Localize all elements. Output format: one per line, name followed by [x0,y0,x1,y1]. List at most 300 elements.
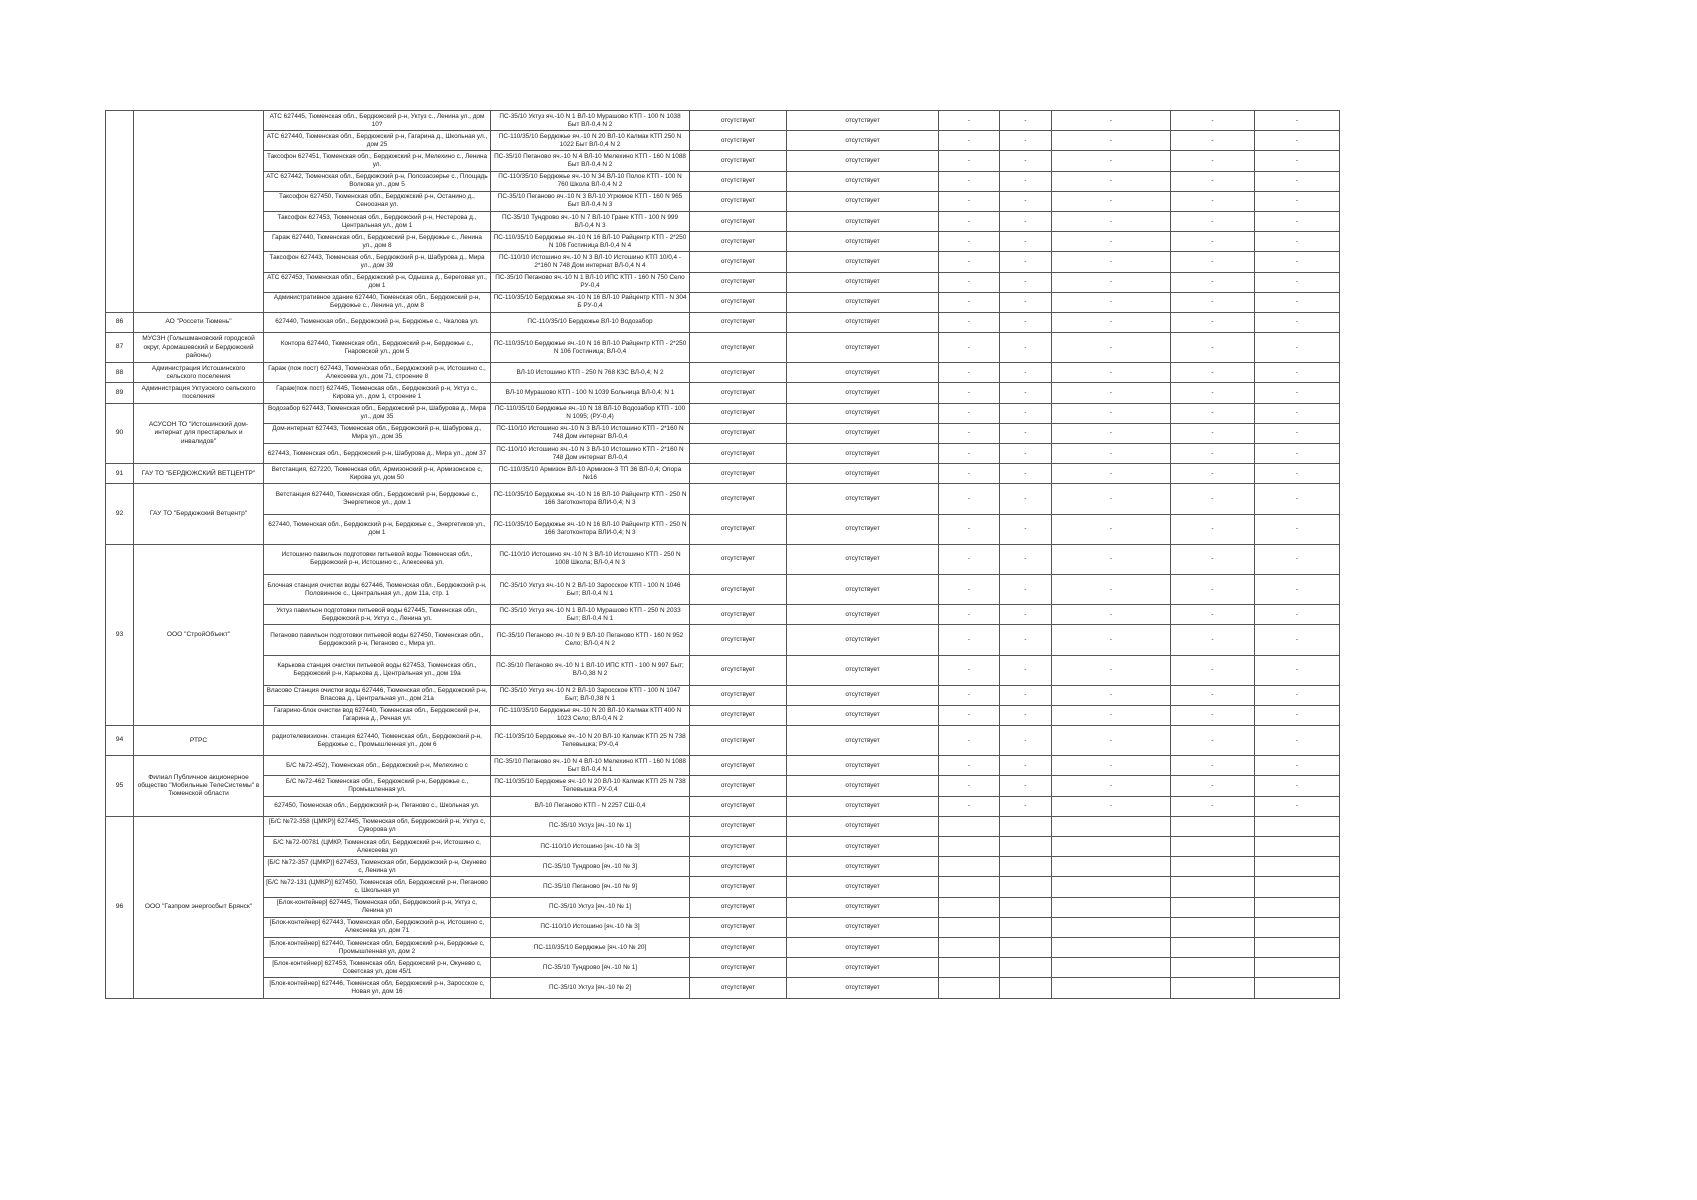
dash-cell: - [1000,776,1052,796]
status-cell: отсутствует [787,544,939,574]
dash-cell: - [1255,252,1340,272]
status-cell: отсутствует [787,292,939,312]
dash-cell: - [939,252,1000,272]
status-cell: отсутствует [787,363,939,383]
power-line-cell: ПС-35/10 Уктуз яч.-10 N 1 ВЛ-10 Мурашово КТП - 100 N 1038 Быт ВЛ-0,4 N 2 [491,111,690,131]
power-line-cell: ПС-35/10 Пеганово яч.-10 N 9 ВЛ-10 Пеганово КТП - 160 N 952 Село; ВЛ-0,4 N 2 [491,625,690,655]
address-cell: [Блок-контейнер] 627440, Тюменская обл, Бердюжский р-н, Бердюжье с, Промышленная ул, дом 2 [264,937,491,957]
dash-cell [1052,958,1171,978]
dash-cell: - [939,605,1000,625]
status-cell: отсутствует [690,383,787,403]
dash-cell: - [1052,151,1171,171]
dash-cell [939,877,1000,897]
dash-cell: - [1052,252,1171,272]
status-cell: отсутствует [787,776,939,796]
status-cell: отсутствует [787,252,939,272]
address-cell: Таксофон 627450, Тюменская обл., Бердюжский р-н, Останино д., Сеноозная ул. [264,191,491,211]
address-cell: АТС 627442, Тюменская обл., Бердюжский р-н, Полозаозерье с., Площадь Волкова ул., дом 5 [264,171,491,191]
dash-cell: - [1052,272,1171,292]
power-line-cell: ПС-110/10 Истошино [яч.-10 № 3] [491,837,690,857]
table-row [106,484,1340,514]
dash-cell: - [939,383,1000,403]
dash-cell [1171,877,1255,897]
table-row [106,726,1340,756]
power-line-cell: ПС-35/10 Уктуз яч.-10 N 1 ВЛ-10 Мурашово КТП - 250 N 2033 Быт; ВЛ-0,4 N 1 [491,605,690,625]
dash-cell: - [1255,131,1340,151]
dash-cell [1000,978,1052,998]
dash-cell: - [1171,383,1255,403]
address-cell: Ветстанция 627440, Тюменская обл., Бердюжский р-н, Бердюжье с., Энергетиков ул., дом 1 [264,484,491,514]
power-line-cell: ПС-110/35/10 Бердюжье яч.-10 N 20 ВЛ-10 Калмак КТП 25 N 738 Телевышка; РУ-0,4 [491,726,690,756]
power-line-cell: ПС-35/10 Пеганово яч.-10 N 1 ВЛ-10 ИПС КТП - 160 N 750 Село РУ-0,4 [491,272,690,292]
dash-cell: - [1171,705,1255,725]
address-cell: [Блок-контейнер] 627446, Тюменская обл, Бердюжский р-н, Заросское с, Новая ул, дом 16 [264,978,491,998]
power-line-cell: ПС-35/10 Тундрово [яч.-10 № 3] [491,857,690,877]
table-row [106,403,1340,423]
dash-cell: - [1052,423,1171,443]
dash-cell: - [1052,726,1171,756]
dash-cell: - [1000,403,1052,423]
status-cell: отсутствует [787,211,939,231]
status-cell: отсутствует [787,444,939,464]
table-row [106,131,1340,151]
dash-cell: - [939,211,1000,231]
table-row [106,655,1340,685]
address-cell: АТС 627445, Тюменская обл., Бердюжский р-н, Уктуз с., Ленина ул., дом 10? [264,111,491,131]
status-cell: отсутствует [690,756,787,776]
status-cell: отсутствует [787,897,939,917]
status-cell: отсутствует [690,726,787,756]
organization-cell: ГАУ ТО "БЕРДЮЖСКИЙ ВЕТЦЕНТР" [134,464,264,484]
status-cell: отсутствует [787,272,939,292]
dash-cell: - [1052,776,1171,796]
status-cell: отсутствует [690,514,787,544]
organization-cell: АСУСОН ТО "Истошинский дом-интернат для престарелых и инвалидов" [134,403,264,464]
row-number-cell: 87 [106,333,134,363]
table-row [106,312,1340,332]
power-line-cell: ПС-35/10 Пеганово [яч.-10 № 9] [491,877,690,897]
dash-cell: - [939,544,1000,574]
dash-cell: - [1255,363,1340,383]
dash-cell: - [1255,272,1340,292]
power-line-cell: ПС-110/35/10 Бердюжье [яч.-10 № 20] [491,937,690,957]
status-cell: отсутствует [690,111,787,131]
dash-cell: - [1052,464,1171,484]
dash-cell: - [1000,211,1052,231]
dash-cell: - [1171,111,1255,131]
dash-cell: - [1255,514,1340,544]
dash-cell [1052,937,1171,957]
dash-cell: - [1052,403,1171,423]
status-cell: отсутствует [787,726,939,756]
dash-cell [1171,857,1255,877]
dash-cell: - [1171,171,1255,191]
power-line-cell: ВЛ-10 Истошино КТП - 250 N 768 КЗС ВЛ-0,4; N 2 [491,363,690,383]
status-cell: отсутствует [690,937,787,957]
dash-cell: - [1052,232,1171,252]
dash-cell [939,897,1000,917]
power-line-cell: ПС-110/10 Истошино яч.-10 N 3 ВЛ-10 Истошино КТП - 250 N 1008 Школа; ВЛ-0,4 N 3 [491,544,690,574]
status-cell: отсутствует [690,776,787,796]
status-cell: отсутствует [690,574,787,604]
dash-cell: - [939,232,1000,252]
dash-cell: - [1000,312,1052,332]
address-cell: Гараж(пож пост) 627445, Тюменская обл., Бердюжский р-н, Уктуз с., Кирова ул., дом 1, строение 1 [264,383,491,403]
status-cell: отсутствует [690,363,787,383]
power-line-cell: ПС-35/10 Уктуз яч.-10 N 2 ВЛ-10 Заросское КТП - 100 N 1047 Быт; ВЛ-0,38 N 1 [491,685,690,705]
row-number-cell: 94 [106,726,134,756]
dash-cell: - [1171,252,1255,272]
address-cell: [Б/С №72-131 (ЦМКР)] 627450, Тюменская обл, Бердюжский р-н, Пеганово с, Школьная ул [264,877,491,897]
dash-cell: - [1052,796,1171,816]
dash-cell: - [1052,605,1171,625]
organization-cell: АО "Россети Тюмень" [134,312,264,332]
table-row [106,292,1340,312]
row-number-cell: 92 [106,484,134,544]
status-cell: отсутствует [787,333,939,363]
power-line-cell: ПС-110/35/10 Бердюжье яч.-10 N 20 ВЛ-10 Калмак КТП 25 N 738 Телевышка РУ-0,4 [491,776,690,796]
status-cell: отсутствует [690,857,787,877]
table-row [106,837,1340,857]
power-line-cell: ПС-35/10 Тундрово [яч.-10 № 1] [491,958,690,978]
table-row [106,383,1340,403]
status-cell: отсутствует [787,312,939,332]
status-cell: отсутствует [690,232,787,252]
dash-cell: - [1171,484,1255,514]
dash-cell: - [1171,333,1255,363]
dash-cell: - [1255,544,1340,574]
address-cell: Ветстанция, 627220, Тюменская обл, Армизонский р-н, Армизонское с, Кирова ул, дом 50 [264,464,491,484]
table-row [106,444,1340,464]
status-cell: отсутствует [787,625,939,655]
status-cell: отсутствует [690,625,787,655]
dash-cell: - [939,292,1000,312]
dash-cell: - [1052,363,1171,383]
dash-cell [1255,978,1340,998]
dash-cell: - [1052,312,1171,332]
dash-cell [1171,958,1255,978]
dash-cell: - [1052,171,1171,191]
dash-cell: - [1052,574,1171,604]
address-cell: Истошино павильон подготовки питьевой воды Тюменская обл., Бердюжский р-н, Истошино с., Алексеева ул. [264,544,491,574]
dash-cell: - [939,514,1000,544]
status-cell: отсутствует [690,272,787,292]
address-cell: Б/С №72-00781 (ЦМКР, Тюменская обл, Бердюжский р-н, Истошино с, Алексеева ул [264,837,491,857]
address-cell: [Б/С №72-358 (ЦМКР)] 627445, Тюменская обл, Бердюжский р-н, Уктуз с, Суворова ул [264,816,491,836]
row-number-cell [106,111,134,313]
address-cell: Таксофон 627453, Тюменская обл., Бердюжский р-н, Нестерова д., Центральная ул., дом 1 [264,211,491,231]
status-cell: отсутствует [690,191,787,211]
dash-cell [1255,937,1340,957]
dash-cell: - [939,756,1000,776]
dash-cell: - [939,312,1000,332]
dash-cell: - [1052,705,1171,725]
address-cell: 627440, Тюменская обл., Бердюжский р-н, Бердюжье с., Энергетиков ул., дом 1 [264,514,491,544]
status-cell: отсутствует [787,111,939,131]
address-cell: АТС 627440, Тюменская обл., Бердюжский р-н, Гагарина д., Школьная ул., дом 25 [264,131,491,151]
dash-cell: - [1000,685,1052,705]
dash-cell [1255,877,1340,897]
dash-cell: - [1255,484,1340,514]
dash-cell: - [1052,383,1171,403]
dash-cell: - [1171,625,1255,655]
table-row [106,958,1340,978]
dash-cell [939,857,1000,877]
dash-cell: - [1052,191,1171,211]
status-cell: отсутствует [690,333,787,363]
status-cell: отсутствует [690,685,787,705]
status-cell: отсутствует [690,292,787,312]
dash-cell: - [1052,655,1171,685]
status-cell: отсутствует [690,958,787,978]
power-line-cell: ПС-110/35/10 Бердюжье яч.-10 N 16 ВЛ-10 Райцентр КТП - 2*250 N 106 Гостиница; ВЛ-0,4 [491,333,690,363]
power-line-cell: ПС-110/35/10 Армизон ВЛ-10 Армизон-3 ТП 36 ВЛ-0,4; Опора №16 [491,464,690,484]
dash-cell: - [939,333,1000,363]
power-line-cell: ВЛ-10 Мурашово КТП - 100 N 1039 Больница ВЛ-0,4; N 1 [491,383,690,403]
dash-cell: - [1052,292,1171,312]
dash-cell: - [939,423,1000,443]
status-cell: отсутствует [787,131,939,151]
dash-cell [1255,897,1340,917]
dash-cell: - [939,363,1000,383]
status-cell: отсутствует [787,877,939,897]
dash-cell: - [1000,514,1052,544]
data-table [105,110,1340,999]
row-number-cell: 89 [106,383,134,403]
dash-cell [1171,816,1255,836]
table-row [106,252,1340,272]
status-cell: отсутствует [690,544,787,574]
row-number-cell: 90 [106,403,134,464]
status-cell: отсутствует [787,403,939,423]
table-row [106,423,1340,443]
table-row [106,937,1340,957]
organization-cell [134,111,264,313]
power-line-cell: ПС-110/35/10 Бердюжье яч.-10 N 16 ВЛ-10 Райцентр КТП - 250 N 166 Заготконтора ВЛИ-0,4; N 3 [491,514,690,544]
dash-cell: - [1000,333,1052,363]
dash-cell: - [939,574,1000,604]
status-cell: отсутствует [787,705,939,725]
status-cell: отсутствует [690,484,787,514]
dash-cell: - [1000,232,1052,252]
organization-cell: ГАУ ТО "Бердюжский Ветцентр" [134,484,264,544]
dash-cell [1255,816,1340,836]
dash-cell: - [1171,796,1255,816]
dash-cell [1052,857,1171,877]
power-line-cell: ПС-110/10 Истошино [яч.-10 № 3] [491,917,690,937]
dash-cell: - [1171,232,1255,252]
power-line-cell: ПС-35/10 Пеганово яч.-10 N 3 ВЛ-10 Угрюмое КТП - 160 N 965 Быт ВЛ-0,4 N 3 [491,191,690,211]
status-cell: отсутствует [787,232,939,252]
dash-cell: - [1000,796,1052,816]
dash-cell: - [1171,655,1255,685]
status-cell: отсутствует [787,464,939,484]
dash-cell: - [939,171,1000,191]
status-cell: отсутствует [787,605,939,625]
dash-cell: - [1171,292,1255,312]
table-row [106,191,1340,211]
table-row [106,705,1340,725]
dash-cell: - [1171,726,1255,756]
dash-cell: - [1255,796,1340,816]
status-cell: отсутствует [690,796,787,816]
dash-cell: - [1255,211,1340,231]
organization-cell: Администрация Уктузского сельского поселения [134,383,264,403]
address-cell: 627450, Тюменская обл., Бердюжский р-н, Пеганово с., Школьная ул. [264,796,491,816]
dash-cell: - [1000,363,1052,383]
dash-cell: - [939,484,1000,514]
dash-cell: - [1000,292,1052,312]
status-cell: отсутствует [690,705,787,725]
address-cell: Блочная станция очистки воды 627446, Тюменская обл., Бердюжский р-н, Половинное с., Центральная ул., дом 11а, стр. 1 [264,574,491,604]
organization-cell: ООО "Газпром энергосбыт Брянск" [134,816,264,998]
table-row [106,232,1340,252]
status-cell: отсутствует [787,574,939,604]
dash-cell [1000,937,1052,957]
address-cell: 627443, Тюменская обл., Бердюжский р-н, Шабурова д., Мира ул., дом 37 [264,444,491,464]
dash-cell: - [1052,544,1171,574]
table-row [106,514,1340,544]
dash-cell: - [1255,292,1340,312]
table-row [106,111,1340,131]
dash-cell: - [1000,605,1052,625]
dash-cell: - [1255,312,1340,332]
power-line-cell: ПС-35/10 Пеганово яч.-10 N 1 ВЛ-10 ИПС КТП - 100 N 997 Быт; ВЛ-0,38 N 2 [491,655,690,685]
dash-cell: - [939,776,1000,796]
dash-cell [1255,917,1340,937]
status-cell: отсутствует [787,958,939,978]
address-cell: Таксофон 627451, Тюменская обл., Бердюжский р-н, Мелехино с., Ленина ул. [264,151,491,171]
power-line-cell: ПС-110/35/10 Бердюжье яч.-10 N 20 ВЛ-10 Калмак КТП 250 N 1022 Быт ВЛ-0,4 N 2 [491,131,690,151]
dash-cell: - [1000,272,1052,292]
dash-cell [939,837,1000,857]
status-cell: отсутствует [787,756,939,776]
status-cell: отсутствует [690,211,787,231]
dash-cell [1171,897,1255,917]
dash-cell: - [1171,464,1255,484]
address-cell: радиотелевизионн. станция 627440, Тюменская обл., Бердюжский р-н, Бердюжье с., Промышленная ул., дом 6 [264,726,491,756]
dash-cell: - [1255,705,1340,725]
dash-cell: - [1000,655,1052,685]
table-row [106,272,1340,292]
dash-cell: - [1255,726,1340,756]
dash-cell: - [1052,444,1171,464]
dash-cell [1052,816,1171,836]
address-cell: Водозабор 627443, Тюменская обл., Бердюжский р-н, Шабурова д., Мира ул., дом 35 [264,403,491,423]
address-cell: Гагарино-блок очистки вод 627440, Тюменская обл., Бердюжский р-н, Гагарина д., Речная ул. [264,705,491,725]
address-cell: Дом-интернат 627443, Тюменская обл., Бердюжский р-н, Шабурова д., Мира ул., дом 35 [264,423,491,443]
status-cell: отсутствует [787,423,939,443]
table-row [106,877,1340,897]
table-row [106,333,1340,363]
dash-cell: - [1255,423,1340,443]
dash-cell: - [1255,776,1340,796]
dash-cell: - [1255,383,1340,403]
dash-cell: - [1000,252,1052,272]
dash-cell: - [1171,131,1255,151]
dash-cell: - [1052,111,1171,131]
power-line-cell: ПС-35/10 Пеганово яч.-10 N 4 ВЛ-10 Мелехино КТП - 160 N 1088 Быт ВЛ-0,4 N 2 [491,151,690,171]
dash-cell: - [1052,131,1171,151]
dash-cell [1171,937,1255,957]
dash-cell [1171,917,1255,937]
table-row [106,171,1340,191]
table-row [106,464,1340,484]
table-row [106,685,1340,705]
table-row [106,363,1340,383]
address-cell: [Блок-контейнер] 627453, Тюменская обл, Бердюжский р-н, Окунево с, Советская ул, дом 45/1 [264,958,491,978]
power-line-cell: ВЛ-10 Пеганово КТП - N 2257 СШ-0,4 [491,796,690,816]
power-line-cell: ПС-110/10 Истошино яч.-10 N 3 ВЛ-10 Истошино КТП 10/0,4 - 2*160 N 748 Дом интернат ВЛ-0,4 N 4 [491,252,690,272]
power-line-cell: ПС-110/35/10 Бердюжье яч.-10 N 20 ВЛ-10 Калмак КТП 400 N 1023 Село; ВЛ-0,4 N 2 [491,705,690,725]
dash-cell: - [1255,111,1340,131]
organization-cell: МУСЗН (Голышмановский городской округ, Аромашевский и Бердюжский районы) [134,333,264,363]
dash-cell: - [1255,403,1340,423]
dash-cell: - [1052,211,1171,231]
status-cell: отсутствует [787,151,939,171]
status-cell: отсутствует [787,171,939,191]
dash-cell: - [1000,544,1052,574]
address-cell: Контора 627440, Тюменская обл., Бердюжский р-н, Бердюжье с., Гнаровской ул., дом 5 [264,333,491,363]
dash-cell [1052,877,1171,897]
dash-cell: - [939,191,1000,211]
status-cell: отсутствует [787,837,939,857]
table-row [106,917,1340,937]
status-cell: отсутствует [787,383,939,403]
dash-cell: - [1000,131,1052,151]
dash-cell: - [1255,333,1340,363]
dash-cell: - [1171,423,1255,443]
status-cell: отсутствует [690,171,787,191]
power-line-cell: ПС-35/10 Тундрово яч.-10 N 7 ВЛ-10 Гране КТП - 100 N 999 ВЛ-0,4 N 3 [491,211,690,231]
dash-cell [1052,897,1171,917]
status-cell: отсутствует [787,917,939,937]
address-cell: Пеганово павильон подготовки питьевой воды 627450, Тюменская обл., Бердюжский р-н, Пеганово с., Мира ул. [264,625,491,655]
dash-cell: - [1000,464,1052,484]
status-cell: отсутствует [690,837,787,857]
dash-cell: - [1052,484,1171,514]
table-row [106,796,1340,816]
table-row [106,756,1340,776]
dash-cell: - [1000,625,1052,655]
dash-cell: - [1000,191,1052,211]
dash-cell: - [1171,685,1255,705]
table-row [106,897,1340,917]
dash-cell: - [1000,444,1052,464]
address-cell: 627440, Тюменская обл., Бердюжский р-н, Бердюжье с., Чкалова ул. [264,312,491,332]
address-cell: [Блок-контейнер] 627445, Тюменская обл, Бердюжский р-н, Уктуз с, Ленина ул [264,897,491,917]
status-cell: отсутствует [690,816,787,836]
dash-cell [1255,837,1340,857]
dash-cell: - [1255,171,1340,191]
row-number-cell: 96 [106,816,134,998]
dash-cell: - [939,655,1000,685]
organization-cell: Филиал Публичное акционерное общество "Мобильные ТелеСистемы" в Тюменской области [134,756,264,817]
table-row [106,857,1340,877]
dash-cell: - [1171,211,1255,231]
dash-cell: - [939,444,1000,464]
organization-cell: Администрация Истошинского сельского поселения [134,363,264,383]
dash-cell: - [1255,685,1340,705]
status-cell: отсутствует [690,403,787,423]
dash-cell: - [1000,151,1052,171]
status-cell: отсутствует [787,514,939,544]
row-number-cell: 88 [106,363,134,383]
address-cell: Карькова станция очистки питьевой воды 627453, Тюменская обл., Бердюжский р-н, Карькова д., Центральная ул., дом 19а [264,655,491,685]
dash-cell: - [1000,756,1052,776]
address-cell: Власово Станция очистки воды 627446, Тюменская обл., Бердюжский р-н, Власова д., Центральная ул., дом 21а [264,685,491,705]
dash-cell [1052,837,1171,857]
